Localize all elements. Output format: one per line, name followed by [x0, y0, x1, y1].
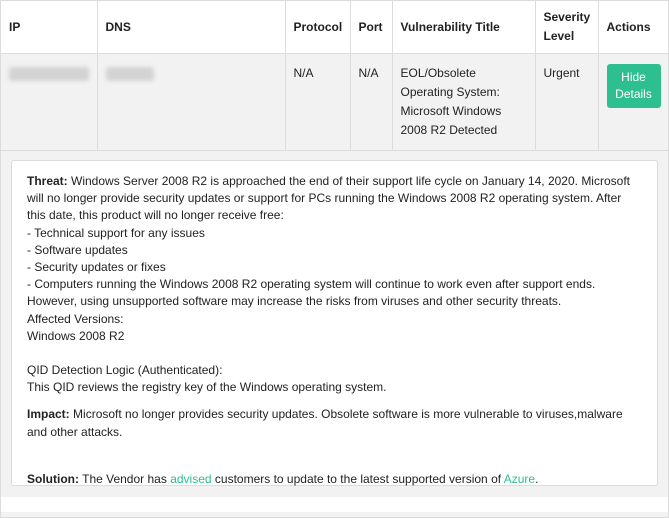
redacted-ip	[9, 67, 89, 81]
solution-period: .	[535, 471, 539, 486]
header-vulnerability-title: Vulnerability Title	[392, 1, 535, 54]
qid-text: This QID reviews the registry key of the Windows operating system.	[27, 380, 387, 395]
header-actions: Actions	[598, 1, 668, 54]
azure-link[interactable]: Azure	[503, 471, 536, 486]
table-header-row	[1, 1, 668, 54]
header-dns: DNS	[97, 1, 285, 54]
cell-severity: Urgent	[535, 54, 598, 151]
hide-details-button[interactable]: Hide Details	[607, 64, 661, 108]
threat-bullet: - Technical support for any issues	[27, 225, 205, 240]
vulnerability-table	[1, 1, 668, 150]
header-ip: IP	[1, 1, 97, 54]
table-row	[1, 54, 668, 151]
header-severity-level: Severity Level	[535, 1, 598, 54]
cell-actions	[598, 54, 668, 151]
solution-text: The Vendor has	[82, 471, 167, 486]
impact-paragraph	[27, 406, 642, 440]
header-port: Port	[350, 1, 392, 54]
threat-label: Threat:	[27, 174, 68, 188]
cell-port: N/A	[350, 54, 392, 151]
next-row-strip	[1, 512, 668, 517]
solution-text: customers to update to the latest supported version of	[214, 471, 502, 486]
cell-protocol: N/A	[285, 54, 350, 151]
threat-bullet: - Security updates or fixes	[27, 260, 166, 275]
impact-text: Microsoft no longer provides security updates. Obsolete software is more vulnerable to viruses,malware and other attacks.	[27, 407, 623, 439]
advised-link[interactable]: advised	[170, 471, 212, 486]
details-card	[11, 160, 658, 486]
details-row	[1, 150, 668, 497]
affected-versions-value: Windows 2008 R2	[27, 328, 125, 343]
cell-dns	[97, 54, 285, 151]
redacted-dns	[106, 67, 154, 81]
cell-vulnerability-title: EOL/Obsolete Operating System: Microsoft Windows 2008 R2 Detected	[392, 54, 535, 151]
impact-label: Impact:	[27, 407, 70, 422]
affected-versions-label: Affected Versions:	[27, 311, 124, 326]
threat-text: Windows Server 2008 R2 is approached the end of their support life cycle on January 14, 2020. Microsoft will no longer provide security updates or support for PCs running the Windows 2008 R2 operating system. After this date, this product will no longer receive free:	[27, 174, 630, 223]
solution-label: Solution:	[27, 471, 79, 486]
header-protocol: Protocol	[285, 1, 350, 54]
qid-label: QID Detection Logic (Authenticated):	[27, 363, 223, 378]
threat-paragraph	[27, 173, 642, 225]
cell-ip	[1, 54, 97, 151]
solution-paragraph	[27, 471, 642, 488]
threat-bullet: - Computers running the Windows 2008 R2 operating system will continue to work even after support ends. However, using unsupported software may increase the risks from viruses and other security threats.	[27, 277, 596, 309]
threat-bullet: - Software updates	[27, 242, 128, 257]
